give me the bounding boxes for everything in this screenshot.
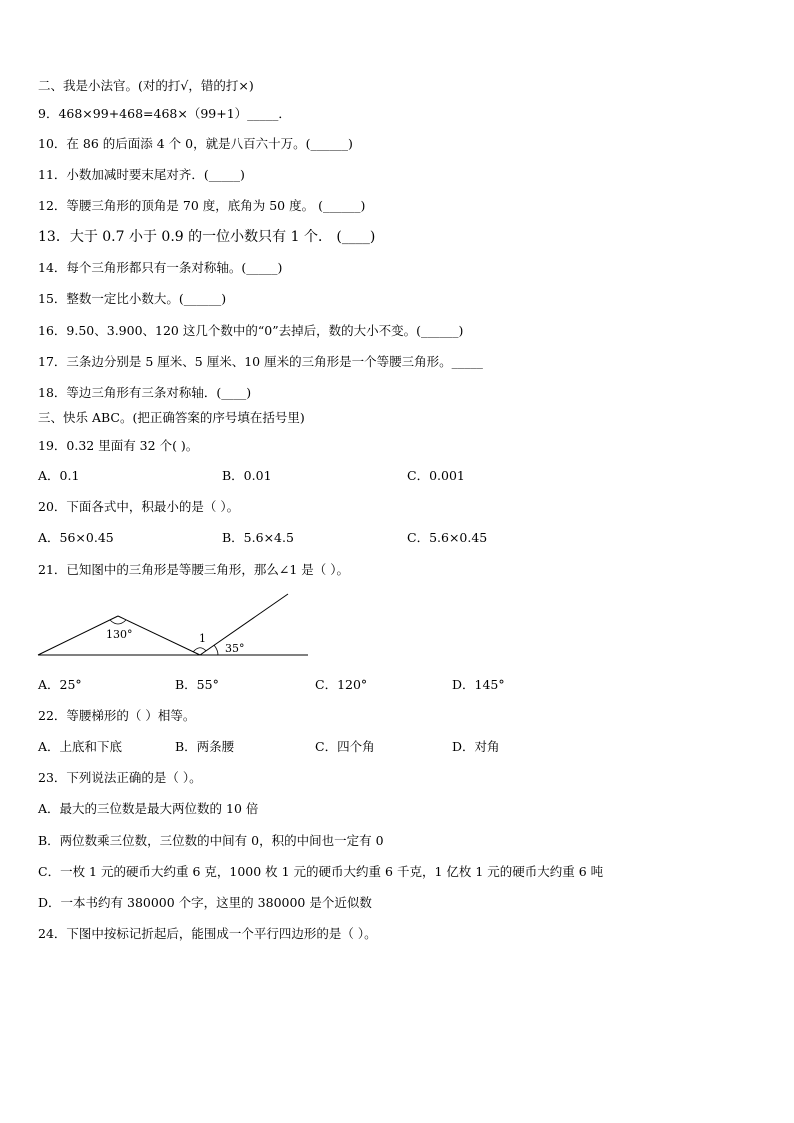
q23-option-d: D．一本书约有 380000 个字，这里的 380000 是个近似数 (38, 895, 372, 910)
question-9: 9．468×99+468=468×（99+1）_____． (38, 106, 291, 121)
q21-option-c: C．120° (315, 677, 368, 692)
q22-option-d: D．对角 (452, 739, 500, 754)
q20-option-b: B．5.6×4.5 (222, 530, 294, 545)
q20-option-c: C．5.6×0.45 (407, 530, 488, 545)
section-2-title: 二、我是小法官。(对的打√，错的打×) (38, 78, 254, 93)
question-24: 24．下图中按标记折起后，能围成一个平行四边形的是（ ）。 (38, 926, 377, 941)
question-11: 11．小数加减时要末尾对齐．(_____) (38, 167, 245, 182)
angle-35-arc (214, 645, 218, 655)
question-20: 20．下面各式中，积最小的是（ ）。 (38, 499, 240, 514)
q21-option-d: D．145° (452, 677, 505, 692)
question-19: 19．0.32 里面有 32 个( )。 (38, 438, 199, 453)
section-3-title: 三、快乐 ABC。(把正确答案的序号填在括号里) (38, 410, 305, 425)
q21-option-b: B．55° (175, 677, 219, 692)
q23-option-b: B．两位数乘三位数，三位数的中间有 0，积的中间也一定有 0 (38, 833, 384, 848)
question-16: 16．9.50、3.900、120 这几个数中的“0”去掉后，数的大小不变。(______) (38, 323, 464, 338)
q23-option-c: C．一枚 1 元的硬币大约重 6 克，1000 枚 1 元的硬币大约重 6 千克，1 亿枚 1 元的硬币大约重 6 吨 (38, 864, 604, 879)
question-13: 13．大于 0.7 小于 0.9 的一位小数只有 1 个． (____) (38, 229, 376, 245)
apex-angle-arc (110, 620, 126, 624)
angle-1-arc (193, 648, 206, 652)
question-21: 21．已知图中的三角形是等腰三角形，那么∠1 是（ ）。 (38, 562, 350, 577)
q22-option-c: C．四个角 (315, 739, 375, 754)
question-14: 14．每个三角形都只有一条对称轴。(_____) (38, 260, 283, 275)
label-angle-1: 1 (199, 632, 206, 645)
label-130: 130° (106, 628, 133, 641)
question-17: 17．三条边分别是 5 厘米、5 厘米、10 厘米的三角形是一个等腰三角形。_____ (38, 354, 483, 369)
q19-option-a: A．0.1 (38, 468, 80, 483)
q19-option-b: B．0.01 (222, 468, 272, 483)
triangle-figure (34, 590, 314, 662)
question-22: 22．等腰梯形的（ ）相等。 (38, 708, 196, 723)
label-35: 35° (225, 642, 245, 655)
q23-option-a: A．最大的三位数是最大两位数的 10 倍 (38, 801, 259, 816)
q22-option-b: B．两条腰 (175, 739, 235, 754)
question-18: 18．等边三角形有三条对称轴．(____) (38, 385, 252, 400)
q19-option-c: C．0.001 (407, 468, 465, 483)
q21-option-a: A．25° (38, 677, 82, 692)
q22-option-a: A．上底和下底 (38, 739, 123, 754)
question-10: 10．在 86 的后面添 4 个 0，就是八百六十万。(______) (38, 136, 353, 151)
q20-option-a: A．56×0.45 (38, 530, 114, 545)
question-23: 23．下列说法正确的是（ ）。 (38, 770, 202, 785)
question-12: 12．等腰三角形的顶角是 70 度，底角为 50 度。 (______) (38, 198, 366, 213)
question-15: 15．整数一定比小数大。(______) (38, 291, 227, 306)
